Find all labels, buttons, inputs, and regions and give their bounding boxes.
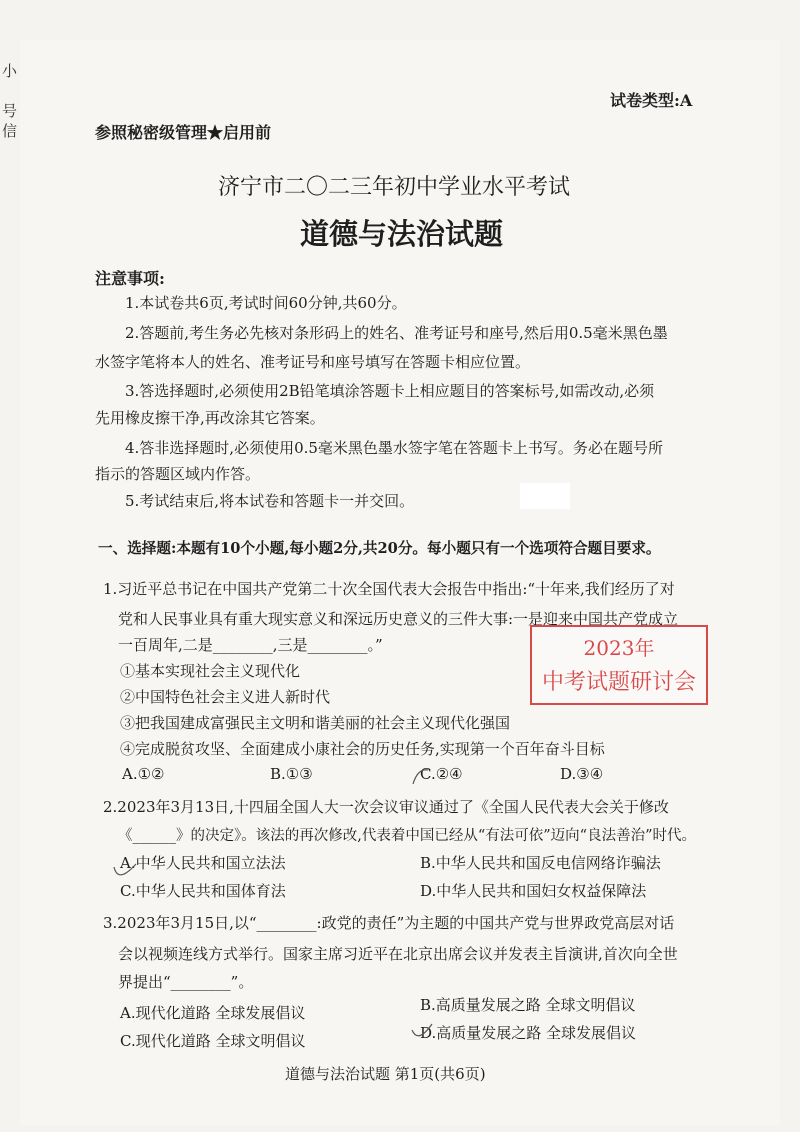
q1-option-b: B.①③ <box>270 765 313 783</box>
note-3b: 先用橡皮擦干净,再改涂其它答案。 <box>95 409 325 427</box>
q3-line2: 会以视频连线方式举行。国家主席习近平在北京出席会议并发表主旨演讲,首次向全世 <box>118 945 678 963</box>
stamp-year: 2023年 <box>583 636 655 660</box>
note-2a: 2.答题前,考生务必先核对条形码上的姓名、准考证号和座号,然后用0.5毫米黑色墨 <box>125 324 668 342</box>
seminar-stamp <box>530 625 708 705</box>
exam-title: 济宁市二〇二三年初中学业水平考试 <box>218 175 571 200</box>
q1-line3: 一百周年,二是________,三是________。” <box>118 636 383 654</box>
q1-statement: ③把我国建成富强民主文明和谐美丽的社会主义现代化强国 <box>120 714 511 732</box>
section-heading: 一、选择题:本题有10个小题,每小题2分,共20分。每小题只有一个选项符合题目要求。 <box>98 540 661 557</box>
note-5: 5.考试结束后,将本试卷和答题卡一并交回。 <box>125 492 415 510</box>
q2-option-d: D.中华人民共和国妇女权益保障法 <box>420 882 647 900</box>
page-footer: 道德与法治试题 第1页(共6页) <box>285 1065 486 1083</box>
q1-statement: ①基本实现社会主义现代化 <box>120 662 301 680</box>
q1-statement: ④完成脱贫攻坚、全面建成小康社会的历史任务,实现第一个百年奋斗目标 <box>120 740 605 758</box>
q1-option-a: A.①② <box>122 765 165 783</box>
q2-line1: 2.2023年3月13日,十四届全国人大一次会议审议通过了《全国人民代表大会关于修改 <box>103 798 669 816</box>
edge-char: 信 <box>2 122 18 140</box>
q2-option-c: C.中华人民共和国体育法 <box>120 882 286 900</box>
q2-option-b: B.中华人民共和国反电信网络诈骗法 <box>420 854 661 872</box>
redaction-box <box>520 483 570 509</box>
q3-line3: 界提出“________”。 <box>118 973 254 991</box>
subject-title: 道德与法治试题 <box>300 217 504 251</box>
note-3a: 3.答选择题时,必须使用2B铅笔填涂答题卡上相应题目的答案标号,如需改动,必须 <box>125 382 655 400</box>
q1-line2: 党和人民事业具有重大现实意义和深远历史意义的三件大事:一是迎来中国共产党成立 <box>118 610 679 628</box>
q1-option-d: D.③④ <box>560 765 604 783</box>
notes-heading: 注意事项: <box>95 269 165 288</box>
q1-statement: ②中国特色社会主义进人新时代 <box>120 688 331 706</box>
q1-option-c: C.②④ <box>420 765 463 783</box>
note-4a: 4.答非选择题时,必须使用0.5毫米黑色墨水签字笔在答题卡上书写。务必在题号所 <box>125 439 663 457</box>
q1-line1: 1.习近平总书记在中国共产党第二十次全国代表大会报告中指出:“十年来,我们经历了对 <box>103 580 675 598</box>
q3-option-b: B.高质量发展之路 全球文明倡议 <box>420 996 636 1014</box>
q3-option-a: A.现代化道路 全球发展倡议 <box>120 1004 306 1022</box>
note-1: 1.本试卷共6页,考试时间60分钟,共60分。 <box>125 294 407 312</box>
note-2b: 水签字笔将本人的姓名、准考证号和座号填写在答题卡相应位置。 <box>95 353 531 371</box>
q3-line1: 3.2023年3月15日,以“________:政党的责任”为主题的中国共产党与世界政党高层对话 <box>103 914 675 932</box>
edge-char: 号 <box>2 102 18 120</box>
q3-option-c: C.现代化道路 全球文明倡议 <box>120 1032 306 1050</box>
q3-option-d: D.高质量发展之路 全球发展倡议 <box>420 1024 637 1042</box>
stamp-text: 中考试题研讨会 <box>541 670 696 695</box>
note-4b: 指示的答题区域内作答。 <box>95 465 261 483</box>
secrecy-note: 参照秘密级管理★启用前 <box>95 123 272 142</box>
edge-char: 小 <box>2 62 18 80</box>
q2-option-a: A.中华人民共和国立法法 <box>120 854 286 872</box>
q2-line2: 《______》的决定》。该法的再次修改,代表着中国已经从“有法可依”迈向“良法善治”时代。 <box>118 828 697 844</box>
paper-type: 试卷类型:A <box>610 91 693 110</box>
